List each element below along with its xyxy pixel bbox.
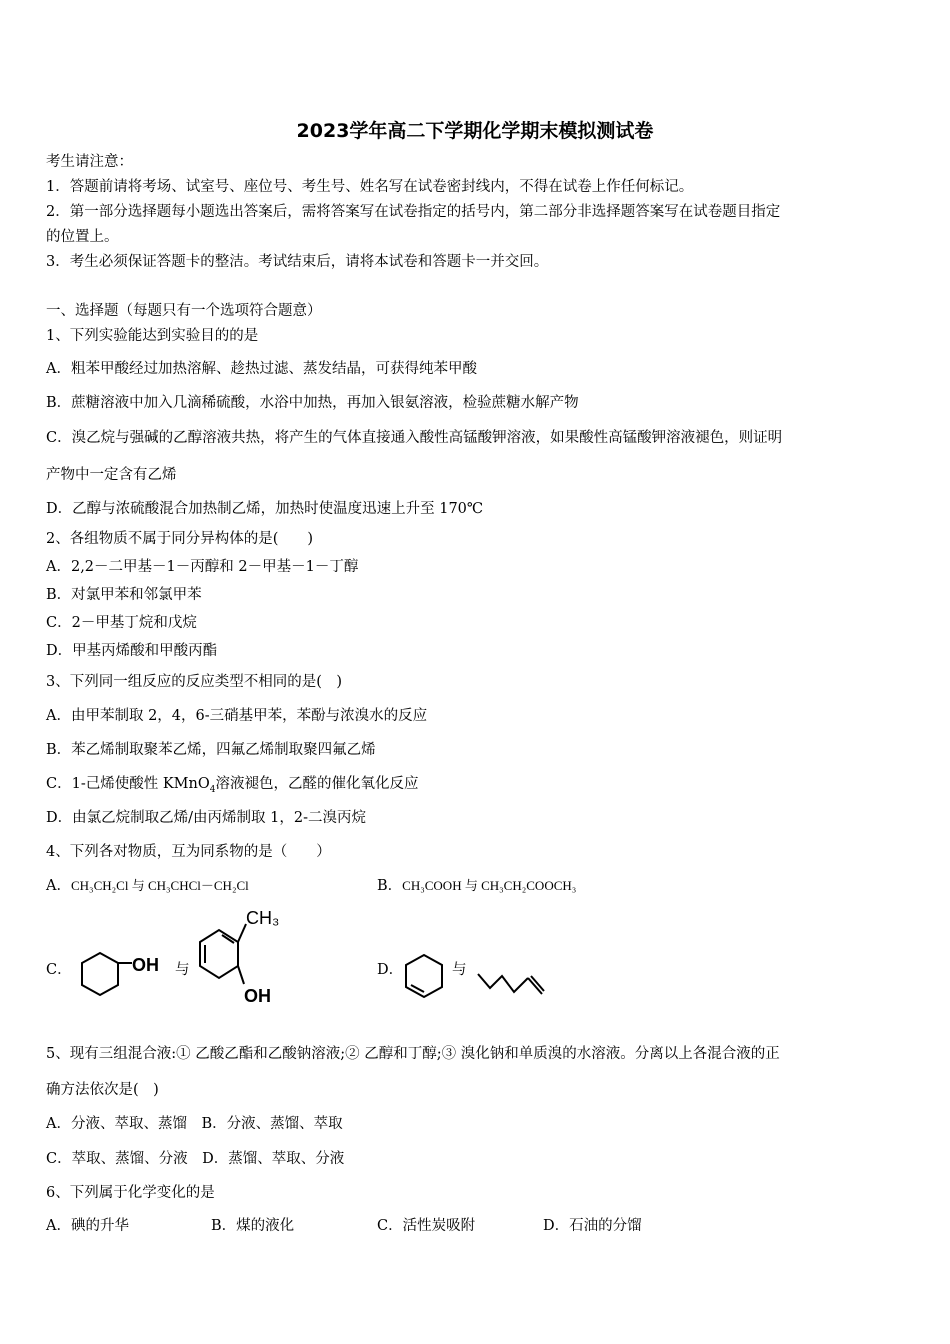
q2-option-c: C．2－甲基丁烷和戊烷 (46, 615, 197, 631)
notice-item-2-cont: 的位置上。 (46, 229, 119, 245)
q1-option-d: D．乙醇与浓硫酸混合加热制乙烯，加热时使温度迅速上升至 170℃ (46, 501, 484, 517)
q6-option-a: A．碘的升华 (46, 1218, 129, 1234)
cyclohexene-structure (400, 948, 450, 1008)
q5-options-ab: A．分液、萃取、蒸馏 B．分液、蒸馏、萃取 (46, 1116, 343, 1132)
hexene-structure (474, 966, 549, 1006)
q3-option-b: B．苯乙烯制取聚苯乙烯，四氟乙烯制取聚四氟乙烯 (46, 742, 376, 758)
q3-option-c: C．1-己烯使酸性 KMnO$_4$溶液褪色，乙醛的催化氧化反应 (46, 776, 419, 795)
exam-title: 2023学年高二下学期化学期末模拟测试卷 (296, 120, 654, 142)
q2-stem: 2、各组物质不属于同分异构体的是( ) (46, 531, 314, 547)
q4-option-d-yu: 与 (452, 962, 467, 978)
q3-stem: 3、下列同一组反应的反应类型不相同的是( ) (46, 674, 343, 690)
cresol-oh-label: OH (244, 986, 271, 1006)
q1-stem: 1、下列实验能达到实验目的的是 (46, 328, 259, 344)
q5-stem: 5、现有三组混合液:① 乙酸乙酯和乙酸钠溶液;② 乙醇和丁醇;③ 溴化钠和单质溴的水溶液。分离以上各混合液的正 (46, 1046, 780, 1062)
q5-options-cd: C．萃取、蒸馏、分液 D．蒸馏、萃取、分液 (46, 1151, 345, 1167)
q6-option-b: B．煤的液化 (211, 1218, 295, 1234)
q3-option-a: A．由甲苯制取 2，4，6-三硝基甲苯，苯酚与浓溴水的反应 (46, 708, 428, 724)
phenol-structure (72, 945, 177, 1010)
q2-option-b: B．对氯甲苯和邻氯甲苯 (46, 587, 202, 603)
q4-option-b: B．CH₃COOH 与 CH₃CH₂COOCH₃ (377, 878, 577, 894)
q2-option-a: A．2,2－二甲基－1－丙醇和 2－甲基－1－丁醇 (46, 559, 359, 575)
section-heading: 一、选择题（每题只有一个选项符合题意） (46, 303, 322, 319)
q6-option-d: D．石油的分馏 (543, 1218, 642, 1234)
q4-stem: 4、下列各对物质，互为同系物的是（ ） (46, 844, 331, 860)
q1-option-c-cont: 产物中一定含有乙烯 (46, 467, 177, 483)
q1-option-b: B．蔗糖溶液中加入几滴稀硫酸，水浴中加热，再加入银氨溶液，检验蔗糖水解产物 (46, 395, 579, 411)
notice-item-2: 2．第一部分选择题每小题选出答案后，需将答案写在试卷指定的括号内，第二部分非选择题答案写在试卷题目指定 (46, 204, 781, 220)
cresol-ch3-label: CH₃ (246, 908, 280, 928)
phenol-oh-label: OH (132, 955, 159, 975)
q1-option-c: C．溴乙烷与强碱的乙醇溶液共热，将产生的气体直接通入酸性高锰酸钾溶液，如果酸性高锰酸钾溶液褪色，则证明 (46, 430, 783, 446)
q6-option-c: C．活性炭吸附 (377, 1218, 476, 1234)
q6-stem: 6、下列属于化学变化的是 (46, 1185, 215, 1201)
q2-option-d: D．甲基丙烯酸和甲酸丙酯 (46, 643, 218, 659)
q4-option-d-letter: D． (377, 962, 404, 978)
q4-option-a: A．CH₃CH₂Cl 与 CH₃CHCl－CH₂Cl (46, 878, 249, 894)
q3-option-d: D．由氯乙烷制取乙烯/由丙烯制取 1，2-二溴丙烷 (46, 810, 366, 826)
q4-option-c-letter: C． (46, 962, 72, 978)
q5-stem-cont: 确方法依次是( ) (46, 1082, 159, 1098)
q1-option-a: A．粗苯甲酸经过加热溶解、趁热过滤、蒸发结晶，可获得纯苯甲酸 (46, 361, 477, 377)
q4-option-c-yu: 与 (175, 962, 190, 978)
notice-heading: 考生请注意： (46, 154, 133, 170)
notice-item-3: 3．考生必须保证答题卡的整洁。考试结束后，请将本试卷和答题卡一并交回。 (46, 254, 549, 270)
notice-item-1: 1．答题前请将考场、试室号、座位号、考生号、姓名写在试卷密封线内，不得在试卷上作任何标记。 (46, 179, 694, 195)
cresol-structure (190, 902, 290, 1010)
